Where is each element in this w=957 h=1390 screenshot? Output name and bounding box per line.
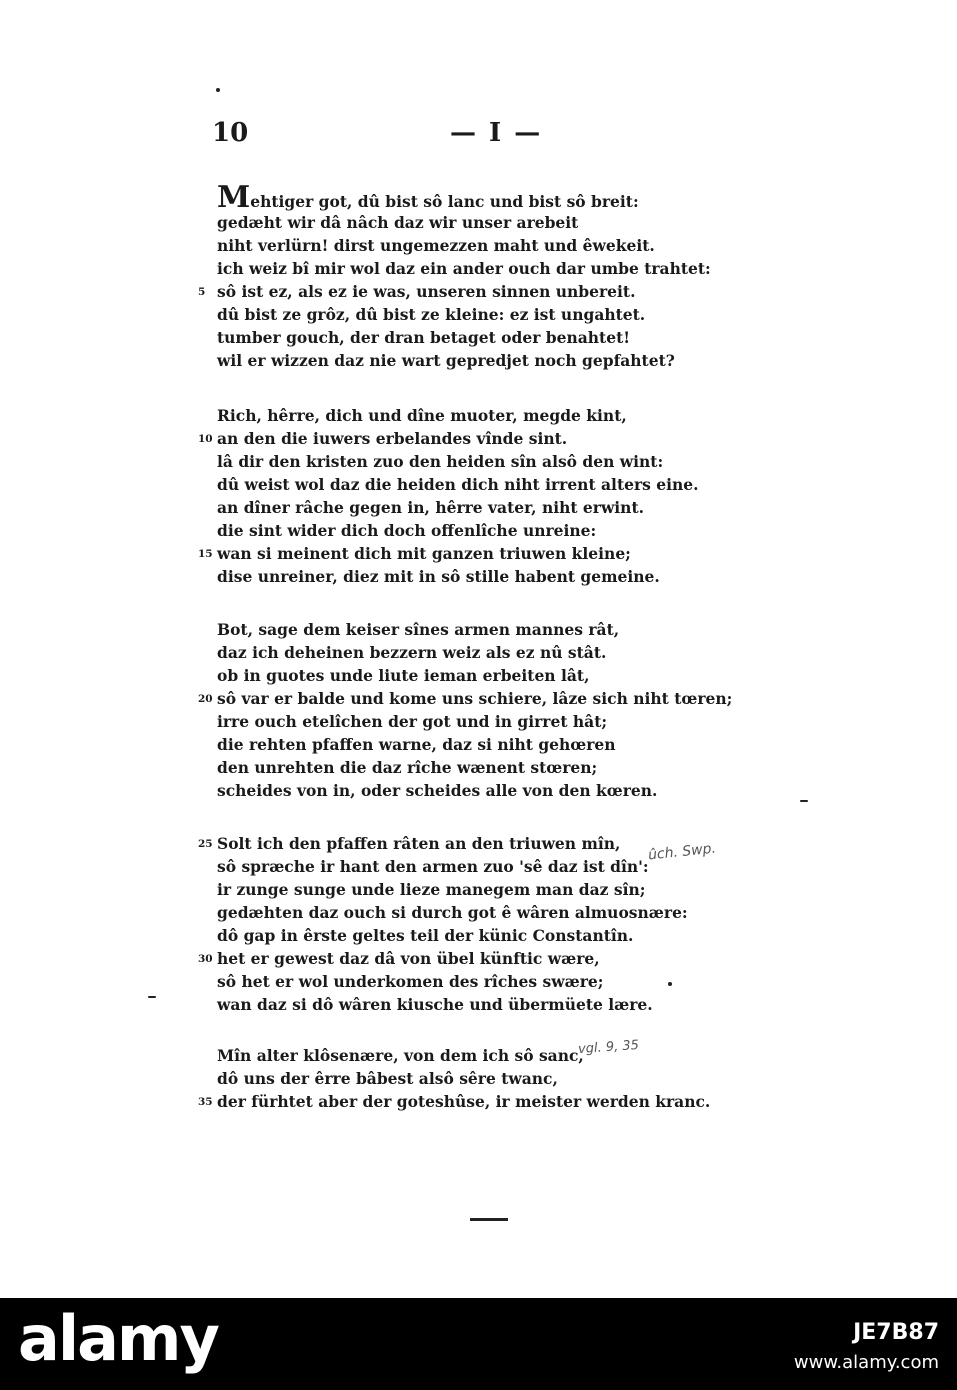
brand-logo: alamy — [18, 1302, 218, 1375]
verse-text: dû weist wol daz die heiden dich niht irrent alters eine. — [217, 475, 699, 494]
verse-text: wil er wizzen daz nie wart gepredjet noch gepfahtet? — [217, 351, 675, 370]
verse-line — [200, 565, 720, 588]
stanza-3 — [198, 618, 733, 802]
verse-line — [200, 450, 720, 473]
verse-text: den unrehten die daz rîche wænent stœren; — [217, 758, 598, 777]
verse-line — [200, 947, 720, 970]
line-number: 35 — [198, 1096, 213, 1108]
verse-line — [200, 257, 720, 280]
verse-text: sô var er balde und kome uns schiere, lâze sich niht tœren; — [217, 689, 733, 708]
verse-text: die sint wider dich doch offenlîche unreine: — [217, 521, 597, 540]
verse-line — [200, 180, 720, 215]
verse-line — [200, 878, 720, 901]
verse-line — [200, 756, 720, 779]
verse-line — [200, 832, 720, 855]
verse-line — [200, 993, 720, 1016]
line-number: 10 — [198, 433, 213, 445]
verse-line — [200, 855, 720, 878]
handwritten-note: vgl. 9, 35 — [577, 1037, 640, 1058]
verse-text: ir zunge sunge unde lieze manegem man daz sîn; — [217, 880, 646, 899]
page-number: 10 — [212, 118, 249, 148]
line-number: 5 — [198, 286, 206, 298]
line-number: 20 — [198, 693, 213, 705]
stanza-1 — [198, 180, 720, 372]
ink-dash — [148, 996, 156, 998]
verse-line — [200, 496, 720, 519]
verse-line — [200, 427, 720, 450]
verse-line — [200, 234, 720, 257]
verse-line — [200, 280, 720, 303]
verse-line — [200, 641, 720, 664]
verse-line — [200, 618, 720, 641]
verse-text: dû bist ze grôz, dû bist ze kleine: ez ist ungahtet. — [217, 305, 646, 324]
verse-text: Solt ich den pfaffen râten an den triuwen mîn, — [217, 834, 621, 853]
stanza-4 — [200, 832, 720, 1016]
verse-text: dô uns der êrre bâbest alsô sêre twanc, — [217, 1069, 558, 1088]
ink-dot — [668, 982, 672, 986]
verse-line — [200, 664, 720, 687]
section-title: — I — — [450, 118, 543, 148]
verse-line — [200, 349, 720, 372]
verse-line — [200, 1067, 720, 1090]
verse-text: die rehten pfaffen warne, daz si niht gehœren — [217, 735, 616, 754]
verse-text: scheides von in, oder scheides alle von den kœren. — [217, 781, 658, 800]
verse-line — [200, 1044, 720, 1067]
verse-text: sô spræche ir hant den armen zuo 'sê daz ist dîn': — [217, 857, 649, 876]
verse-line — [200, 519, 720, 542]
ink-dash — [800, 800, 808, 802]
verse-text: sô het er wol underkomen des rîches swære; — [217, 972, 604, 991]
verse-text: tumber gouch, der dran betaget oder benahtet! — [217, 328, 631, 347]
verse-line — [200, 1090, 720, 1113]
verse-line — [200, 326, 720, 349]
stanza-5 — [200, 1044, 720, 1113]
verse-text: wan daz si dô wâren kiusche und übermüete lære. — [217, 995, 653, 1014]
verse-line — [200, 779, 720, 802]
ink-dot — [216, 88, 220, 92]
watermark-url: www.alamy.com — [793, 1352, 939, 1373]
verse-text: gedæht wir dâ nâch daz wir unser arebeit — [217, 213, 579, 232]
verse-text: ob in guotes unde liute ieman erbeiten lât, — [217, 666, 590, 685]
verse-line — [200, 901, 720, 924]
verse-line — [200, 924, 720, 947]
stock-image-id: JE7B87 — [853, 1320, 939, 1345]
verse-text: an dîner râche gegen in, hêrre vater, niht erwint. — [217, 498, 645, 517]
drop-cap: M — [217, 180, 251, 215]
verse-text: irre ouch etelîchen der got und in girret hât; — [217, 712, 608, 731]
verse-line — [200, 303, 720, 326]
line-number: 25 — [198, 838, 213, 850]
verse-line — [200, 733, 720, 756]
verse-text: het er gewest daz dâ von übel künftic wære, — [217, 949, 600, 968]
verse-text: der fürhtet aber der goteshûse, ir meister werden kranc. — [217, 1092, 711, 1111]
stanza-2 — [200, 404, 720, 588]
line-number: 15 — [198, 548, 213, 560]
verse-text: dise unreiner, diez mit in sô stille habent gemeine. — [217, 567, 660, 586]
verse-text: dô gap in êrste geltes teil der künic Constantîn. — [217, 926, 634, 945]
verse-text: niht verlürn! dirst ungemezzen maht und êwekeit. — [217, 236, 655, 255]
footer-rule — [470, 1218, 508, 1221]
verse-text: gedæhten daz ouch si durch got ê wâren almuosnære: — [217, 903, 688, 922]
line-number: 30 — [198, 953, 213, 965]
verse-text: ich weiz bî mir wol daz ein ander ouch dar umbe trahtet: — [217, 259, 711, 278]
verse-text: daz ich deheinen bezzern weiz als ez nû stât. — [217, 643, 607, 662]
handwritten-note: ûch. Swp. — [647, 840, 717, 864]
verse-text: Bot, sage dem keiser sînes armen mannes rât, — [217, 620, 620, 639]
verse-text: Mehtiger got, dû bist sô lanc und bist sô breit: — [217, 180, 639, 215]
verse-text: lâ dir den kristen zuo den heiden sîn alsô den wint: — [217, 452, 664, 471]
verse-line — [200, 710, 720, 733]
verse-line — [200, 970, 720, 993]
verse-text: wan si meinent dich mit ganzen triuwen kleine; — [217, 544, 631, 563]
verse-text: Rich, hêrre, dich und dîne muoter, megde kint, — [217, 406, 627, 425]
verse-line — [198, 687, 733, 710]
verse-line — [200, 542, 720, 565]
verse-text: sô ist ez, als ez ie was, unseren sinnen unbereit. — [217, 282, 636, 301]
watermark-bar — [0, 1298, 957, 1390]
verse-line — [200, 404, 720, 427]
verse-text: Mîn alter klôsenære, von dem ich sô sanc, — [217, 1046, 584, 1065]
verse-line — [200, 473, 720, 496]
verse-text: an den die iuwers erbelandes vînde sint. — [217, 429, 568, 448]
verse-line — [200, 211, 720, 234]
